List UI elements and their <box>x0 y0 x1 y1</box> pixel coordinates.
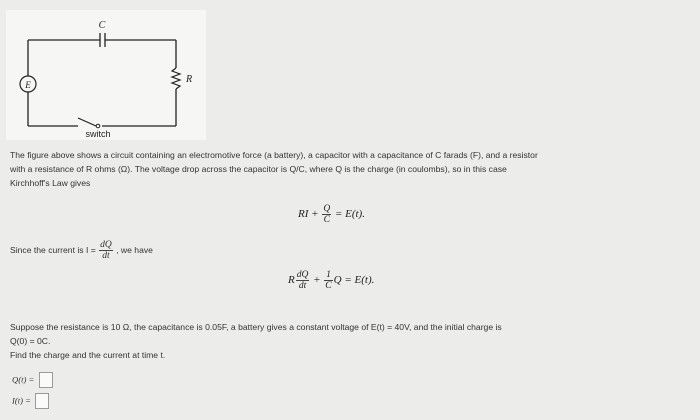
circuit-drawing <box>6 10 206 140</box>
eq1-left: RI + <box>298 208 319 221</box>
eq2-plus: + <box>313 274 321 287</box>
current-answer-input[interactable] <box>35 393 49 409</box>
since-prefix: Since the current is I = <box>10 244 96 255</box>
intro-line-2: with a resistance of R ohms (Ω). The voltage drop across the capacitor is Q/C, where Q is the charge (in coulombs), so in this case <box>10 164 507 174</box>
emf-label: E <box>25 80 31 90</box>
since-numerator: dQ <box>100 240 112 250</box>
problem-statement <box>10 320 502 362</box>
eq1-right: = E(t). <box>334 208 365 221</box>
eq1-fraction <box>322 204 331 225</box>
capacitor-label: C <box>98 20 106 31</box>
switch-lever <box>78 118 96 126</box>
eq2-denominator-1: dt <box>298 281 307 291</box>
problem-line-2: Q(0) = 0C. <box>10 336 51 346</box>
differential-equation <box>288 270 374 291</box>
eq2-fraction-2 <box>324 270 332 291</box>
eq2-numerator-2: 1 <box>326 270 331 280</box>
since-denominator: dt <box>102 251 110 261</box>
charge-answer-input[interactable] <box>39 372 53 388</box>
problem-line-3: Find the charge and the current at time t. <box>10 350 166 360</box>
current-answer-label: I(t) = <box>12 395 31 406</box>
problem-line-1: Suppose the resistance is 10 Ω, the capacitance is 0.05F, a battery gives a constant voltage of E(t) = 40V, and the initial charge is <box>10 322 502 332</box>
intro-line-3: Kirchhoff's Law gives <box>10 178 91 188</box>
since-fraction <box>99 240 113 261</box>
intro-line-1: The figure above shows a circuit containing an electromotive force (a battery), a capacitor with a capacitance of C farads (F), and a resistor <box>10 150 538 160</box>
eq1-numerator: Q <box>323 204 331 214</box>
since-current-line <box>10 240 153 261</box>
switch-contact <box>96 124 100 128</box>
current-answer-row <box>12 393 49 409</box>
kirchhoff-equation <box>298 204 365 225</box>
eq2-r: R <box>288 274 295 287</box>
eq2-denominator-2: C <box>325 281 332 291</box>
charge-answer-row <box>12 372 53 388</box>
intro-paragraph <box>10 148 660 190</box>
since-suffix: , we have <box>116 244 153 255</box>
charge-answer-label: Q(t) = <box>12 374 35 385</box>
eq2-fraction-1 <box>296 270 310 291</box>
eq2-right: Q = E(t). <box>333 274 375 287</box>
resistor-zigzag <box>172 68 180 89</box>
switch-label: switch <box>85 129 111 139</box>
eq1-denominator: C <box>323 215 330 225</box>
eq2-numerator-1: dQ <box>296 270 309 280</box>
circuit-diagram <box>6 10 206 140</box>
resistor-label: R <box>186 74 193 85</box>
